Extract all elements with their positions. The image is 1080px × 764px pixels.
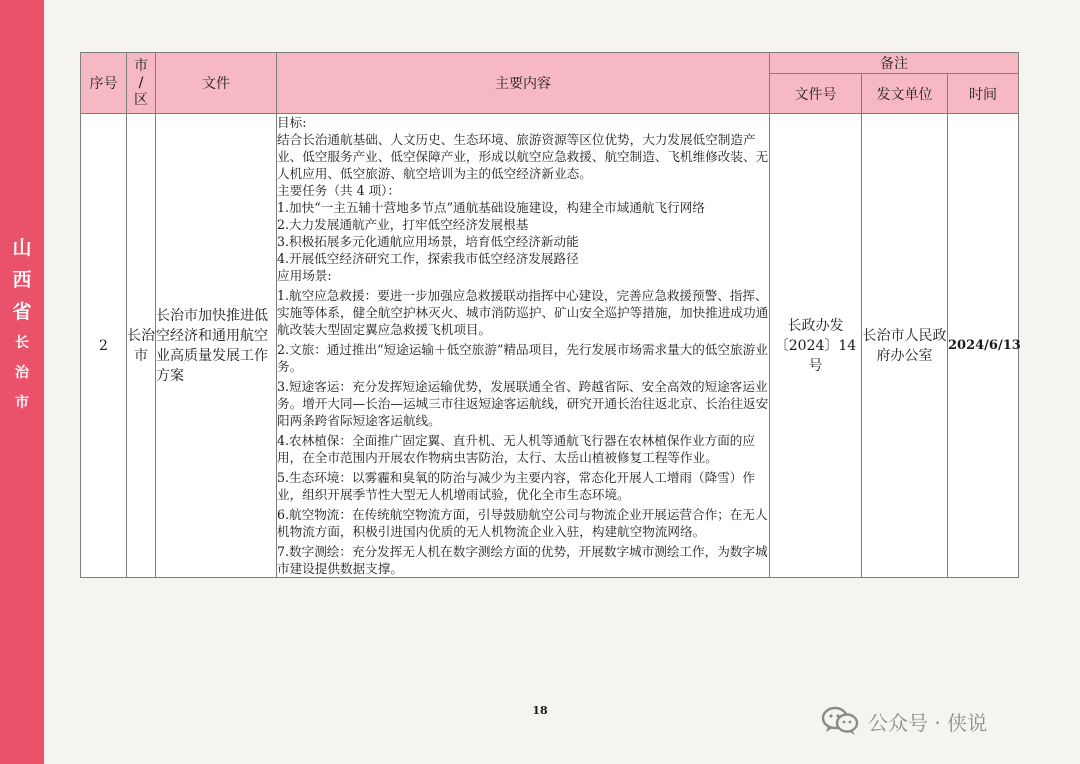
row-city: 长治市: [127, 114, 156, 578]
content-line: 4.开展低空经济研究工作，探索我市低空经济发展路径: [277, 251, 579, 266]
province-char: 省: [12, 301, 32, 323]
content-line: 5.生态环境：以雾霾和臭氧的防治与减少为主要内容，常态化开展人工增雨（降雪）作业，组织开展季节性大型无人机增雨试验，优化全市生态环境。: [277, 470, 755, 502]
header-issuer: 发文单位: [862, 74, 948, 114]
wechat-icon: [820, 706, 860, 736]
content-line: 2.大力发展通航产业，打牢低空经济发展根基: [277, 217, 529, 232]
header-city-char: /: [138, 74, 144, 91]
city-char: 治: [15, 365, 29, 381]
province-char: 西: [12, 269, 32, 291]
city-char: 长: [15, 335, 29, 351]
header-city: [127, 53, 156, 114]
header-city-char: 市: [134, 57, 148, 74]
row-file: 长治市加快推进低空经济和通用航空业高质量发展工作方案: [156, 114, 277, 578]
policy-table: [80, 52, 1019, 578]
header-file: 文件: [156, 53, 277, 114]
content-line: 2.文旅：通过推出“短途运输＋低空旅游”精品项目，先行发展市场需求量大的低空旅游业务。: [277, 342, 768, 374]
watermark: [820, 706, 987, 736]
header-content: 主要内容: [277, 53, 770, 114]
header-date: 时间: [948, 74, 1019, 114]
row-date: 2024/6/13: [948, 114, 1019, 578]
content-line: 目标:: [277, 115, 307, 130]
content-line: 7.数字测绘：充分发挥无人机在数字测绘方面的优势，开展数字城市测绘工作，为数字城市建设提供数据支撑。: [277, 544, 768, 576]
content-line: 主要任务（共 4 项）：: [277, 183, 401, 198]
city-char: 市: [15, 395, 29, 411]
row-content: [277, 114, 770, 578]
header-remarks: 备注: [770, 53, 1019, 74]
content-line: 6.航空物流：在传统航空物流方面，引导鼓励航空公司与物流企业开展运营合作；在无人机物流方面，积极引进国内优质的无人机物流企业入驻，构建航空物流网络。: [277, 507, 768, 539]
content-line: 4.农林植保：全面推广固定翼、直升机、无人机等通航飞行器在农林植保作业方面的应用，在全市范围内开展农作物病虫害防治，太行、太岳山植被修复工程等作业。: [277, 433, 755, 465]
header-city-char: 区: [134, 91, 148, 108]
content-line: 3.积极拓展多元化通航应用场景，培育低空经济新动能: [277, 234, 579, 249]
row-doc-no: 长政办发〔2024〕14号: [770, 114, 862, 578]
content-line: 1.航空应急救援：要进一步加强应急救援联动指挥中心建设，完善应急救援预警、指挥、实施等体系，健全航空护林灭火、城市消防巡护、矿山安全巡护等措施，加快推进成功通航改装大型固定翼应急救援飞机项目。: [277, 288, 769, 337]
row-seq: 2: [81, 114, 127, 578]
header-seq: 序号: [81, 53, 127, 114]
content-line: 应用场景:: [277, 268, 332, 283]
row-issuer: 长治市人民政府办公室: [862, 114, 948, 578]
province-char: 山: [12, 237, 32, 259]
content-line: 1.加快“一主五辅十营地多节点”通航基础设施建设，构建全市域通航飞行网络: [277, 200, 705, 215]
content-line: 结合长治通航基础、人文历史、生态环境、旅游资源等区位优势，大力发展低空制造产业、低空服务产业、低空保障产业，形成以航空应急救援、航空制造、飞机维修改装、无人机应用、低空旅游、航空培训为主的低空经济新业态。: [277, 132, 769, 181]
side-banner-text: [0, 232, 44, 418]
content-line: 3.短途客运：充分发挥短途运输优势，发展联通全省、跨越省际、安全高效的短途客运业务。增开大同—长治—运城三市往返短途客运航线，研究开通长治往返北京、长治往返安阳两条跨省际短途客运航线。: [277, 379, 769, 428]
watermark-text: 公众号 · 侠说: [868, 710, 988, 735]
table-row: [81, 114, 1019, 578]
header-doc-no: 文件号: [770, 74, 862, 114]
page-number: 18: [532, 704, 548, 717]
